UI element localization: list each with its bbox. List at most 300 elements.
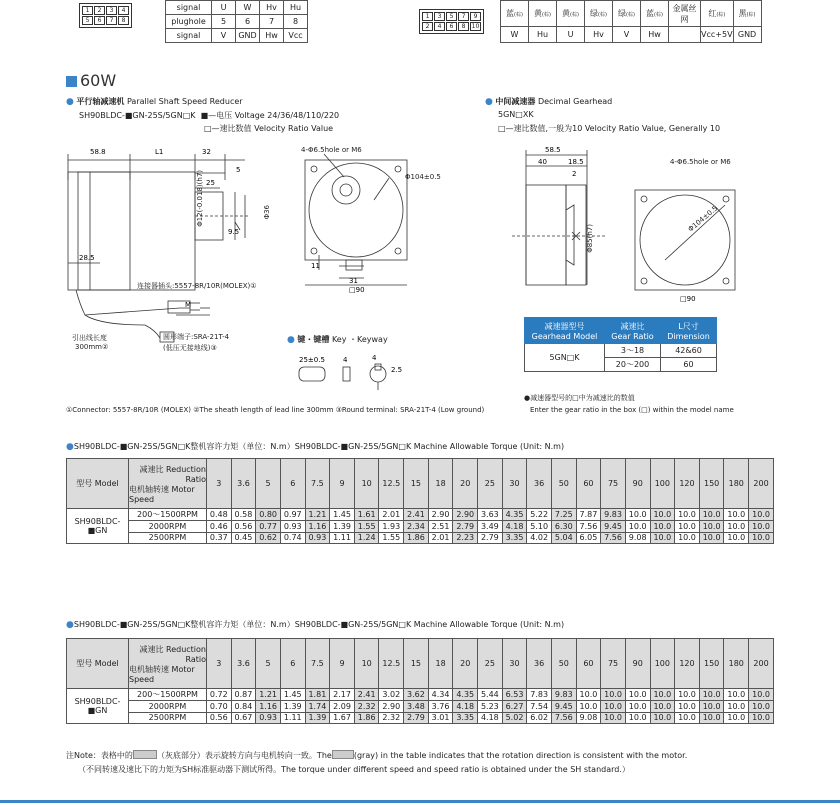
wire-color-cell (585, 1, 613, 27)
torque-cell: 2.41 (404, 509, 429, 521)
ratio-header: 120 (675, 639, 700, 689)
wire-signal-cell: Hw (641, 27, 669, 43)
wire-color: 黄 (562, 9, 571, 18)
terminal-label: 圆形端子:SRA-21T-4 (163, 333, 230, 341)
torque-cell: 1.55 (354, 521, 379, 533)
footnote-2: （不同转速及速比下的力矩为SH标准驱动器下测试所得。The torque under different speed and speed ratio is obtained under the SH standard.） (78, 765, 630, 774)
torque-cell: 0.45 (231, 532, 256, 544)
ratio-label: 减速比 Reduction Ratio (139, 644, 206, 664)
torque-cell: 0.77 (256, 521, 281, 533)
wire-color-sub: (棕) (654, 12, 663, 18)
torque-cell: 0.93 (256, 712, 281, 724)
torque-cell: 6.27 (502, 701, 527, 713)
plughole-cell: Hu (284, 1, 308, 15)
torque-cell: 2.32 (379, 712, 404, 724)
torque-cell: 0.67 (231, 712, 256, 724)
torque-cell: 10.0 (675, 521, 700, 533)
ratio-header: 20 (453, 459, 478, 509)
wire-signal-cell: GND (733, 27, 761, 43)
ratio-header: 3 (207, 459, 232, 509)
plughole-table-left (165, 0, 308, 43)
ratio-header: 30 (502, 459, 527, 509)
ratio-header: 3.6 (231, 459, 256, 509)
wire-color-cell (641, 1, 669, 27)
torque-cell: 5.10 (527, 521, 552, 533)
torque-cell: 10.0 (675, 509, 700, 521)
terminal-note: (低压无接地线)③ (163, 344, 217, 352)
wire-color: 黑 (738, 9, 747, 18)
svg-text:9.5: 9.5 (228, 228, 240, 236)
ratio-header: 3.6 (231, 639, 256, 689)
torque-cell: 10.0 (724, 509, 749, 521)
torque-cell: 3.35 (453, 712, 478, 724)
ratio-header: 12.5 (379, 459, 404, 509)
torque-cell: 1.11 (280, 712, 305, 724)
torque-cell: 0.56 (231, 521, 256, 533)
torque-cell: 0.62 (256, 532, 281, 544)
torque-table-2 (66, 638, 774, 724)
shaft-dia-label: Φ12(-0.018)(h7) (196, 170, 204, 227)
wire-color: 绿 (590, 9, 599, 18)
ratio-header: 20 (453, 639, 478, 689)
torque-cell: 5.23 (478, 701, 503, 713)
svg-text:2: 2 (572, 170, 577, 178)
wire-color-sub: (棕) (514, 12, 523, 18)
grey-swatch (133, 750, 157, 759)
front-pcd-label: Φ104±0.5 (405, 173, 441, 181)
torque-cell: 1.93 (379, 521, 404, 533)
torque-cell: 2.01 (428, 532, 453, 544)
ratio-header: 150 (699, 639, 724, 689)
torque-cell: 10.0 (650, 532, 675, 544)
torque-cell: 0.84 (231, 701, 256, 713)
torque-cell: 10.0 (675, 712, 700, 724)
torque-cell: 10.0 (699, 689, 724, 701)
ratio-header: 150 (699, 459, 724, 509)
torque-cell: 10.0 (749, 521, 774, 533)
bullet-icon: ● (66, 442, 74, 452)
torque-cell: 9.83 (551, 689, 576, 701)
torque-cell: 2.79 (453, 521, 478, 533)
plughole-cell: GND (236, 29, 260, 43)
ratio-header: 180 (724, 639, 749, 689)
decimal-side-drawing (512, 140, 612, 290)
notes-line: ①Connector: 5557-8R/10R (MOLEX) ②The sheath length of lead line 300mm ③Round terminal: SRA-21T-4 (Low ground) (66, 406, 485, 414)
torque-cell: 1.45 (280, 689, 305, 701)
torque-cell: 3.63 (478, 509, 503, 521)
svg-text:40: 40 (538, 158, 547, 166)
speed-cell: 2500RPM (129, 532, 207, 544)
svg-text:□90: □90 (680, 295, 696, 303)
speed-cell: 200～1500RPM (129, 509, 207, 521)
torque-cell: 10.0 (625, 521, 650, 533)
torque-cell: 10.0 (650, 712, 675, 724)
connector-10pin (419, 9, 484, 34)
ratio-header: 120 (675, 459, 700, 509)
parallel-model: SH90BLDC-■GN-25S/5GN□K ■—电压 Voltage 24/36/48/110/220 (79, 111, 340, 120)
bullet-icon: ● (66, 97, 74, 107)
lead-label: 引出线长度 (72, 334, 107, 342)
torque-cell: 1.86 (354, 712, 379, 724)
ratio-header: 18 (428, 459, 453, 509)
model-cell: SH90BLDC-■GN (67, 509, 129, 544)
torque-cell: 0.58 (231, 509, 256, 521)
svg-text:5: 5 (236, 166, 241, 174)
torque-cell: 1.16 (256, 701, 281, 713)
torque-cell: 0.56 (207, 712, 232, 724)
torque-cell: 10.0 (576, 689, 601, 701)
ratio-header: 9 (330, 459, 355, 509)
speed-cell: 2000RPM (129, 701, 207, 713)
svg-text:18.5: 18.5 (568, 158, 584, 166)
plughole-cell: Hv (260, 1, 284, 15)
torque-cell: 7.56 (576, 521, 601, 533)
torque-cell: 7.54 (527, 701, 552, 713)
svg-text:28.5: 28.5 (79, 254, 95, 262)
torque1-title: ●SH90BLDC-■GN-25S/5GN□K整机容许力矩（单位：N.m）SH90BLDC-■GN-25S/5GN□K Machine Allowable Torque (Unit: N.m) (66, 442, 565, 452)
decimal-title: ● 中间减速器 Decimal Gearhead (485, 97, 613, 107)
lead-length: 300mm② (75, 343, 109, 351)
torque-cell: 10.0 (724, 532, 749, 544)
pin: 6 (446, 22, 457, 31)
wire-color-sub: (棕) (716, 12, 726, 18)
torque-cell: 10.0 (724, 712, 749, 724)
pin: 7 (106, 16, 117, 25)
torque-cell: 5.22 (527, 509, 552, 521)
torque-cell: 2.90 (428, 509, 453, 521)
torque-cell: 2.32 (354, 701, 379, 713)
plughole-cell: 5 (212, 15, 236, 29)
wire-color: 黄 (534, 9, 543, 18)
wire-color-sub: (棕) (542, 12, 551, 18)
ratio-header: 50 (551, 639, 576, 689)
torque-cell: 2.23 (453, 532, 478, 544)
torque-cell: 2.51 (428, 521, 453, 533)
torque-cell: 10.0 (675, 689, 700, 701)
torque-cell: 10.0 (699, 532, 724, 544)
decimal-hole-label: 4-Φ6.5hole or M6 (670, 158, 731, 166)
torque-cell: 3.49 (478, 521, 503, 533)
pin: 4 (434, 22, 445, 31)
torque-cell: 5.44 (478, 689, 503, 701)
ratio-header: 25 (478, 639, 503, 689)
decimal-pcd-label: Φ104±0.5 (686, 204, 720, 234)
parallel-ratio: □—速比数值 Velocity Ratio Value (204, 124, 334, 133)
decimal-front-drawing (625, 175, 745, 305)
torque-cell: 7.87 (576, 509, 601, 521)
ratio-header: 36 (527, 639, 552, 689)
wire-signal-cell: U (557, 27, 585, 43)
torque-cell: 4.35 (502, 509, 527, 521)
torque-cell: 10.0 (601, 701, 626, 713)
torque-cell: 1.74 (305, 701, 330, 713)
bullet-icon: ● (287, 335, 295, 345)
decimal-model: 5GN□XK (498, 110, 534, 119)
ratio-header: 25 (478, 459, 503, 509)
torque-cell: 10.0 (699, 701, 724, 713)
wire-color: 蓝 (646, 9, 655, 18)
model-header: 型号 Model (67, 639, 129, 689)
svg-text:32: 32 (202, 148, 211, 156)
wire-color: 红 (708, 9, 717, 18)
wire-color-cell (733, 1, 761, 27)
gear-note-cn: ●减速器型号的□中为减速比的数值 (524, 394, 635, 402)
torque-cell: 2.79 (404, 712, 429, 724)
torque-cell: 9.08 (576, 712, 601, 724)
torque-cell: 2.01 (379, 509, 404, 521)
torque-cell: 10.0 (724, 521, 749, 533)
plughole-row-head: signal (166, 29, 212, 43)
ratio-header: 200 (749, 459, 774, 509)
torque-cell: 10.0 (625, 509, 650, 521)
torque-cell: 10.0 (749, 509, 774, 521)
gear-ratio-cell: 20～200 (605, 358, 661, 372)
wire-color-cell (701, 1, 734, 27)
wire-signal-cell: Hv (585, 27, 613, 43)
torque-cell: 9.83 (601, 509, 626, 521)
torque-cell: 1.16 (305, 521, 330, 533)
torque-cell: 10.0 (650, 689, 675, 701)
pin: 4 (118, 6, 129, 15)
torque-cell: 4.18 (502, 521, 527, 533)
ratio-header: 90 (625, 639, 650, 689)
torque-cell: 2.90 (453, 509, 478, 521)
torque-cell: 3.35 (502, 532, 527, 544)
decimal-desc: □—速比数值,一般为10 Velocity Ratio Value, Generally 10 (498, 124, 721, 133)
torque-cell: 1.39 (305, 712, 330, 724)
plughole-table-right (500, 0, 762, 43)
pin: 9 (470, 12, 481, 21)
plughole-row-head: plughole (166, 15, 212, 29)
svg-text:L1: L1 (155, 148, 164, 156)
torque-cell: 10.0 (675, 701, 700, 713)
parallel-title: ● 平行轴减速机 Parallel Shaft Speed Reducer (66, 97, 243, 107)
wire-signal-cell: Hu (529, 27, 557, 43)
keyway-title: ● 键・键槽 Key ・Keyway (287, 335, 388, 345)
gear-ratio-cell: 3～18 (605, 344, 661, 358)
parallel-front-drawing (294, 140, 429, 305)
pin: 1 (82, 6, 93, 15)
pin: 3 (106, 6, 117, 15)
speed-cell: 200～1500RPM (129, 689, 207, 701)
torque-cell: 1.45 (330, 509, 355, 521)
torque-cell: 9.45 (601, 521, 626, 533)
torque-cell: 1.21 (256, 689, 281, 701)
torque-cell: 7.25 (551, 509, 576, 521)
torque-cell: 10.0 (675, 532, 700, 544)
ratio-header: 90 (625, 459, 650, 509)
torque-cell: 10.0 (576, 701, 601, 713)
model-header: 型号 Model (67, 459, 129, 509)
wire-signal-cell: W (501, 27, 529, 43)
ratio-header: 30 (502, 639, 527, 689)
torque-cell: 10.0 (601, 712, 626, 724)
torque-cell: 0.46 (207, 521, 232, 533)
torque-cell: 1.39 (330, 521, 355, 533)
parallel-side-drawing (60, 140, 290, 355)
torque2-title: ●SH90BLDC-■GN-25S/5GN□K整机容许力矩（单位：N.m）SH90BLDC-■GN-25S/5GN□K Machine Allowable Torque (Unit: N.m) (66, 620, 565, 630)
bullet-icon: ● (485, 97, 493, 107)
torque-cell: 2.17 (330, 689, 355, 701)
torque-cell: 1.61 (354, 509, 379, 521)
wire-color-sub: (棕) (570, 12, 579, 18)
model-cell: SH90BLDC-■GN (67, 689, 129, 724)
pin: 7 (458, 12, 469, 21)
gear-header-model: 减速器型号 Gearhead Model (525, 318, 605, 344)
ratio-label: 减速比 Reduction Ratio (139, 464, 206, 484)
torque-cell: 0.48 (207, 509, 232, 521)
pin: 3 (434, 12, 445, 21)
torque-cell: 1.86 (404, 532, 429, 544)
torque-cell: 0.70 (207, 701, 232, 713)
ratio-header: 60 (576, 459, 601, 509)
ratio-header: 75 (601, 459, 626, 509)
torque-cell: 10.0 (699, 712, 724, 724)
torque-cell: 3.02 (379, 689, 404, 701)
ratio-header: 10 (354, 459, 379, 509)
ratio-header: 6 (280, 459, 305, 509)
keyway-drawing (296, 352, 416, 392)
torque-cell: 9.08 (625, 532, 650, 544)
torque-cell: 10.0 (650, 701, 675, 713)
plughole-cell: 7 (260, 15, 284, 29)
wire-color-cell (501, 1, 529, 27)
torque-cell: 10.0 (749, 712, 774, 724)
bullet-icon: ● (66, 620, 74, 630)
plughole-cell: Vcc (284, 29, 308, 43)
pin: 2 (94, 6, 105, 15)
wire-color-cell (557, 1, 585, 27)
torque-cell: 0.37 (207, 532, 232, 544)
torque-cell: 10.0 (601, 689, 626, 701)
ratio-header: 5 (256, 639, 281, 689)
ratio-header: 15 (404, 639, 429, 689)
torque-cell: 1.21 (305, 509, 330, 521)
gearhead-table (524, 317, 717, 372)
wire-color-sub: (棕) (626, 12, 635, 18)
grey-swatch (332, 750, 354, 759)
ratio-header: 6 (280, 639, 305, 689)
pin: 8 (118, 16, 129, 25)
torque-cell: 0.72 (207, 689, 232, 701)
pin: 6 (94, 16, 105, 25)
pin: 10 (471, 23, 480, 30)
decimal-shaft-label: Φ85(h7) (586, 224, 594, 253)
torque-table-1 (66, 458, 774, 544)
torque-cell: 10.0 (749, 689, 774, 701)
gear-dim-cell: 42&60 (661, 344, 717, 358)
svg-text:58.5: 58.5 (545, 146, 561, 154)
ratio-header: 100 (650, 459, 675, 509)
torque-cell: 3.62 (404, 689, 429, 701)
speed-cell: 2000RPM (129, 521, 207, 533)
ratio-header: 9 (330, 639, 355, 689)
ratio-header: 75 (601, 639, 626, 689)
torque-cell: 10.0 (699, 521, 724, 533)
torque-cell: 10.0 (625, 689, 650, 701)
wire-signal-cell: Vcc+5V (701, 27, 734, 43)
plughole-cell: Hw (260, 29, 284, 43)
torque-cell: 9.45 (551, 701, 576, 713)
wire-color: 绿 (618, 9, 627, 18)
torque-cell: 1.81 (305, 689, 330, 701)
svg-text:25: 25 (206, 179, 215, 187)
torque-cell: 4.18 (478, 712, 503, 724)
torque-cell: 5.02 (502, 712, 527, 724)
wire-color-cell (669, 1, 701, 27)
torque-cell: 10.0 (650, 521, 675, 533)
plughole-cell: 6 (236, 15, 260, 29)
torque-cell: 10.0 (749, 532, 774, 544)
torque-cell: 7.56 (551, 712, 576, 724)
section-title: 60W (66, 71, 116, 90)
svg-text:M: M (185, 301, 192, 309)
torque-cell: 10.0 (699, 509, 724, 521)
torque-cell: 10.0 (625, 712, 650, 724)
torque-cell: 4.18 (453, 701, 478, 713)
ratio-header: 50 (551, 459, 576, 509)
torque-cell: 10.0 (625, 701, 650, 713)
ratio-header: 100 (650, 639, 675, 689)
torque-cell: 0.74 (280, 532, 305, 544)
torque-cell: 0.93 (305, 532, 330, 544)
svg-text:4: 4 (343, 356, 348, 364)
motor-speed-label: 电机轴转速 Motor Speed (129, 484, 195, 504)
connector-8pin (79, 3, 132, 28)
svg-text:25±0.5: 25±0.5 (299, 356, 325, 364)
torque-cell: 7.56 (601, 532, 626, 544)
ratio-header: 5 (256, 459, 281, 509)
ratio-header: 200 (749, 639, 774, 689)
torque-cell: 1.67 (330, 712, 355, 724)
plughole-cell: U (212, 1, 236, 15)
gear-header-ratio: 减速比 Gear Ratio (605, 318, 661, 344)
torque-cell: 3.01 (428, 712, 453, 724)
ratio-header: 60 (576, 639, 601, 689)
torque-cell: 0.93 (280, 521, 305, 533)
connector-label: 连接器插头:5557-8R/10R(MOLEX)① (137, 282, 257, 290)
plughole-cell: V (212, 29, 236, 43)
title-square-icon (66, 76, 77, 87)
torque-cell: 10.0 (749, 701, 774, 713)
torque-cell: 2.09 (330, 701, 355, 713)
torque-cell: 6.05 (576, 532, 601, 544)
wire-color-cell (613, 1, 641, 27)
torque-cell: 2.79 (478, 532, 503, 544)
svg-text:58.8: 58.8 (90, 148, 106, 156)
wire-color-cell (529, 1, 557, 27)
ratio-header: 12.5 (379, 639, 404, 689)
torque-cell: 5.04 (551, 532, 576, 544)
ratio-header: 10 (354, 639, 379, 689)
ratio-header: 7.5 (305, 459, 330, 509)
ratio-header: 7.5 (305, 639, 330, 689)
pin: 5 (446, 12, 457, 21)
torque-cell: 1.55 (379, 532, 404, 544)
svg-text:31: 31 (349, 277, 358, 285)
torque-cell: 0.80 (256, 509, 281, 521)
torque-cell: 10.0 (650, 509, 675, 521)
torque-cell: 6.02 (527, 712, 552, 724)
ratio-header: 36 (527, 459, 552, 509)
torque-cell: 4.35 (453, 689, 478, 701)
ratio-header: 3 (207, 639, 232, 689)
gear-header-dim: L尺寸 Dimension (661, 318, 717, 344)
svg-text:4: 4 (372, 354, 377, 362)
svg-text:□90: □90 (349, 286, 365, 294)
torque-cell: 3.48 (404, 701, 429, 713)
torque-cell: 7.83 (527, 689, 552, 701)
